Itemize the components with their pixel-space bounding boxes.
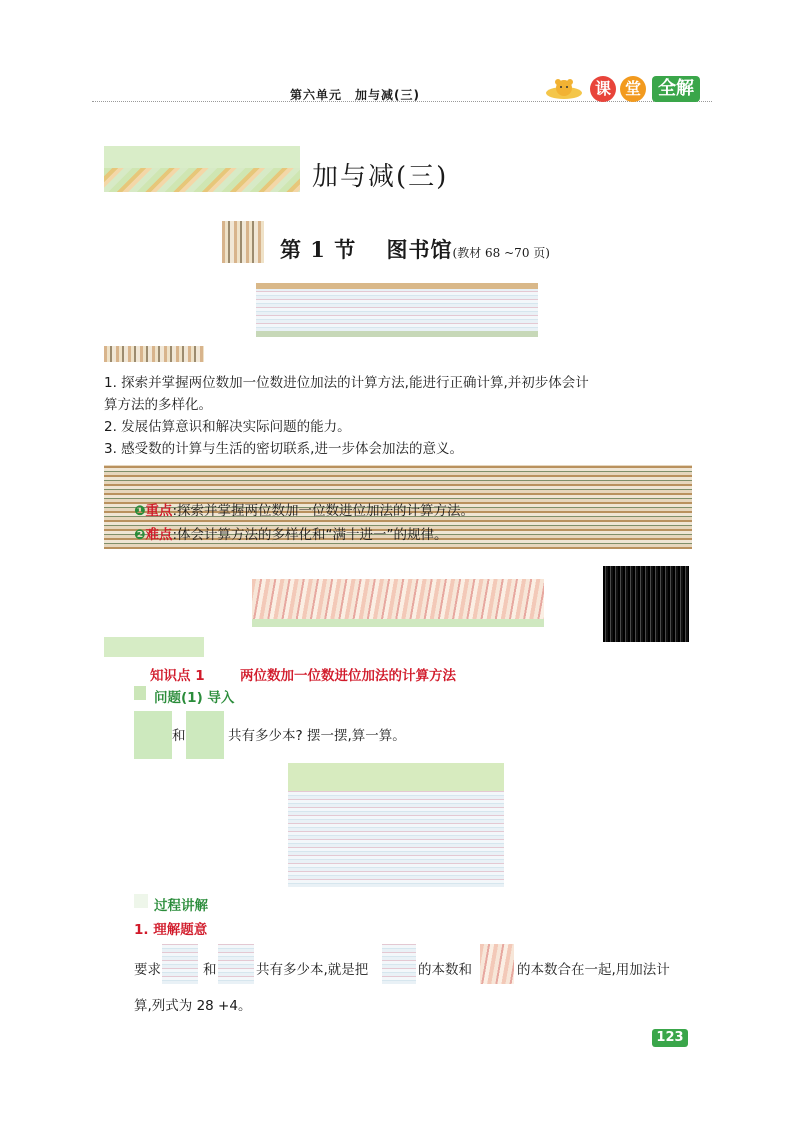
book-stack-icon-6	[480, 944, 514, 984]
process-icon	[134, 894, 148, 908]
section-emblem-icon	[222, 221, 264, 263]
knowledge-point-title: 两位数加一位数进位加法的计算方法	[240, 668, 456, 684]
key-point-2-text: :体会计算方法的多样化和“满十进一”的规律。	[172, 527, 448, 543]
key-point-1-text: :探索并掌握两位数加一位数进位加法的计算方法。	[172, 503, 474, 519]
paragraph-line-2: 算,列式为 28 +4。	[134, 998, 252, 1014]
goal-line-1: 1. 探索并掌握两位数加一位数进位加法的计算方法,能进行正确计算,并初步体会计	[104, 375, 589, 391]
bookshelf-illustration	[288, 763, 504, 887]
brand-word: 全解	[652, 76, 700, 102]
page-number: 123	[652, 1029, 688, 1047]
question-icon	[134, 686, 146, 700]
book-stack-icon-1	[134, 711, 172, 759]
paragraph-part-5: 的本数合在一起,用加法计	[517, 962, 670, 978]
goal-line-1-cont: 算方法的多样化。	[104, 397, 212, 413]
goal-line-2: 2. 发展估算意识和解决实际问题的能力。	[104, 419, 351, 435]
learning-goals-banner	[256, 283, 538, 337]
illustration-header	[288, 763, 504, 791]
section-title	[280, 234, 550, 264]
chapter-band-top	[104, 146, 300, 168]
chapter-title-decoration	[104, 146, 300, 192]
process-label: 过程讲解	[154, 898, 208, 914]
paragraph-part-3: 共有多少本,就是把	[256, 962, 369, 978]
brand-logo	[540, 76, 716, 102]
brand-char-1: 课	[590, 76, 616, 102]
paragraph-part-1: 要求	[134, 962, 161, 978]
chapter-title: 加与减(三)	[312, 162, 449, 192]
question-1-text: 共有多少本? 摆一摆,算一算。	[228, 728, 406, 744]
key-points-box	[104, 465, 692, 549]
step-1-label: 1. 理解题意	[134, 922, 208, 938]
key-point-2	[134, 523, 447, 543]
goal-line-3: 3. 感受数的计算与生活的密切联系,进一步体会加法的意义。	[104, 441, 463, 457]
section-title-text: 第 1 节 图书馆	[280, 237, 453, 262]
paragraph-part-4: 的本数和	[418, 962, 472, 978]
key-point-2-number: ❷	[134, 527, 146, 543]
book-stack-icon-2	[186, 711, 224, 759]
key-point-1-number: ❶	[134, 503, 146, 519]
book-stack-icon-4	[218, 944, 254, 984]
chapter-band-stripes	[104, 168, 300, 192]
key-point-1-label: 重点	[145, 503, 173, 519]
goals-marker	[104, 346, 204, 362]
knowledge-banner	[252, 579, 544, 627]
question-1-and: 和	[172, 728, 186, 744]
question-1-label: 问题(1) 导入	[154, 690, 235, 706]
brand-char-2: 堂	[620, 76, 646, 102]
knowledge-point-tag: 知识点 1	[150, 668, 205, 684]
paragraph-part-2: 和	[203, 962, 217, 978]
illustration-body	[288, 791, 504, 887]
book-stack-icon-5	[382, 944, 416, 984]
key-point-2-label: 难点	[145, 527, 173, 543]
section-tab	[104, 637, 204, 657]
bear-mascot-icon	[544, 78, 584, 100]
book-stack-icon-3	[162, 944, 198, 984]
section-pages: (教材 68 ~70 页)	[452, 246, 550, 260]
qr-code-texture	[603, 566, 689, 642]
key-point-1	[134, 499, 474, 519]
header-chapter-title: 第六单元 加与减(三)	[290, 88, 420, 102]
